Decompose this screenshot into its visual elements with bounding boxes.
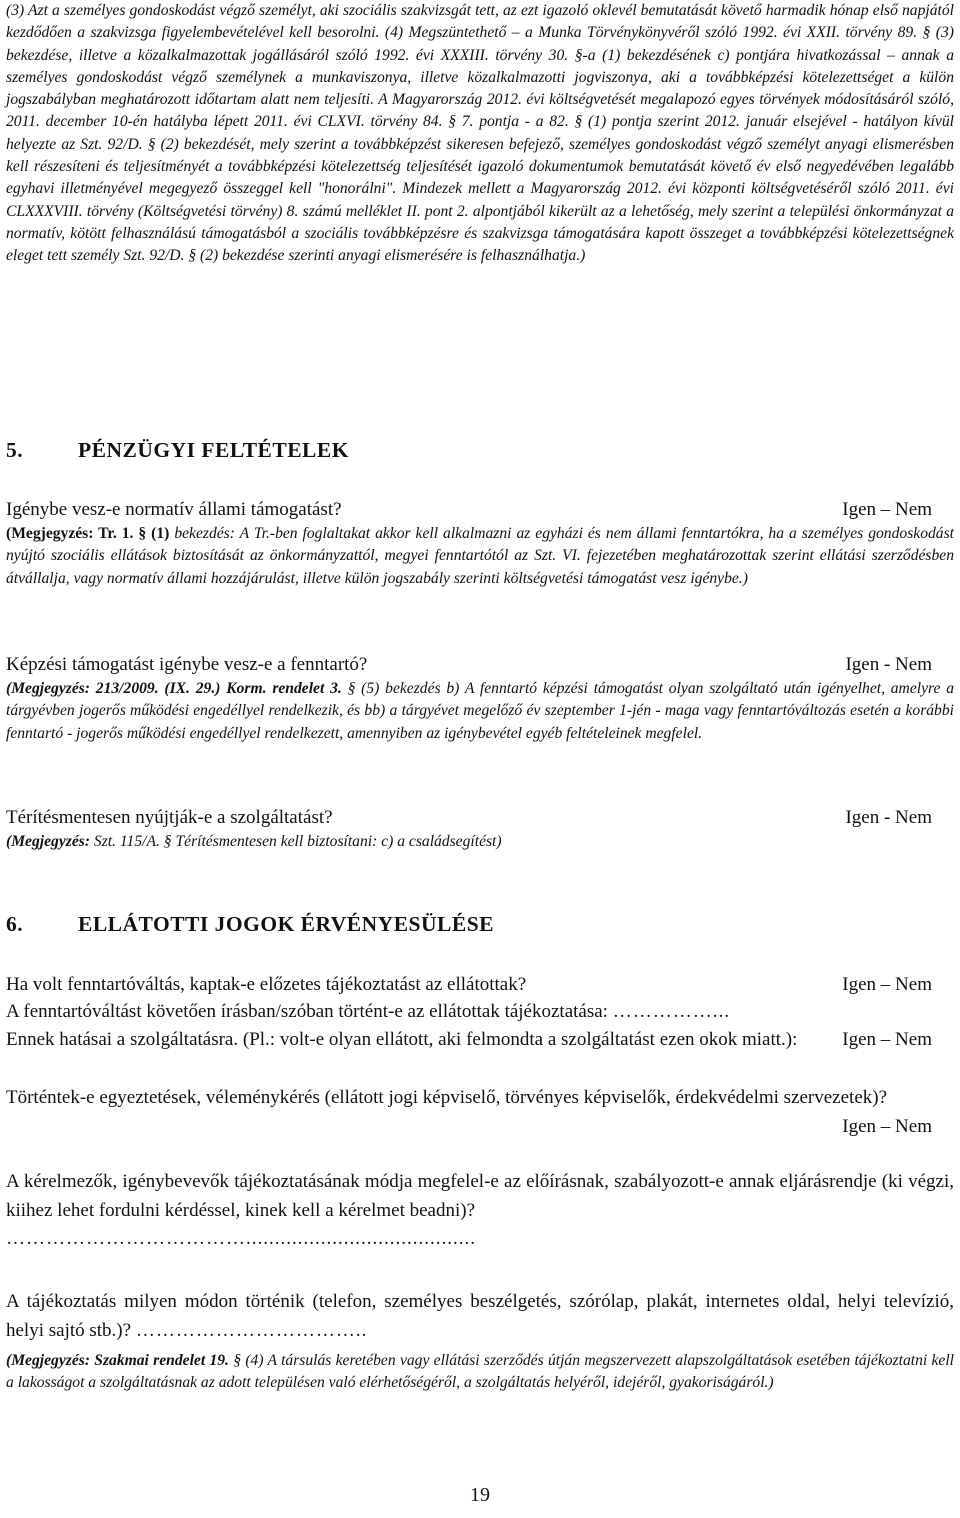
question-text: Térítésmentesen nyújtják-e a szolgáltatást? [6, 807, 333, 828]
yes-no-options: Igen – Nem [842, 1115, 932, 1137]
answer-blank: …………………………….. [135, 1319, 368, 1341]
section-5-title: PÉNZÜGYI FELTÉTELEK [78, 438, 349, 462]
note-label: (Megjegyzés: 213/2009. (IX. 29.) Korm. rendelet 3. [6, 680, 342, 697]
question-consultations [6, 1084, 954, 1141]
note-body: § (5) bekezdés b) A fenntartó képzési támogatást olyan szolgáltató után igényelhet, amelyre a tárgyévben jogerős működési engedéllyel rendelkezik, és bb) a tárgyévet megelőző év szeptember 1-jén - maga vagy fenntartóváltozás esetén a korábbi fenntartó - jogerős működési engedéllyel rendelkezett, amennyiben az igénybevétel egyéb feltételeinek megfelel. [6, 680, 954, 742]
question-text: Képzési támogatást igénybe vesz-e a fenntartó? [6, 654, 368, 675]
section-6-number: 6. [6, 912, 24, 936]
answer-blank: ……………... [612, 1001, 730, 1022]
question-text: Ennek hatásai a szolgáltatásra. (Pl.: volt-e olyan ellátott, aki felmondta a szolgáltatást ezen okok miatt.): [6, 1029, 798, 1050]
question-normative-support [6, 497, 932, 523]
question-provider-change-info [6, 972, 932, 998]
question-free-service [6, 805, 932, 831]
page-number: 19 [470, 1484, 490, 1506]
section-6-title: ELLÁTOTTI JOGOK ÉRVÉNYESÜLÉSE [78, 912, 494, 936]
note-label: (Megjegyzés: Tr. 1. § (1) [6, 525, 170, 542]
question-text: Ha volt fenntartóváltás, kaptak-e előzetes tájékoztatást az ellátottak? [6, 974, 527, 995]
note-normative-support [6, 523, 954, 590]
note-training-support [6, 678, 954, 745]
yes-no-options: Igen - Nem [845, 807, 932, 828]
question-effects [6, 1026, 954, 1055]
question-text: Igénybe vesz-e normatív állami támogatást? [6, 499, 342, 520]
yes-no-options: Igen – Nem [842, 1029, 932, 1050]
question-text: A kérelmezők, igénybevevők tájékoztatásának módja megfelel-e az előírásnak, szabályozott-e annak eljárásrendje (ki végzi, kiihez lehet fordulni kérdéssel, kinek kell a kérelmet beadni)? [6, 1171, 954, 1221]
question-info-method [6, 999, 954, 1025]
section-5-heading [6, 438, 349, 463]
note-body: § (4) A társulás keretében vagy ellátási szerződés útján megszervezett alapszolgáltatások esetében tájékoztatni kell a lakosságot a szolgáltatásnak az adott településen való elérhetőségéről, a szolgáltatás helyéről, idejéről, gyakoriságáról.) [6, 1352, 955, 1392]
note-free-service [6, 831, 954, 853]
section-5-number: 5. [6, 438, 24, 462]
question-info-channels [6, 1288, 954, 1345]
section-6-heading [6, 912, 494, 937]
question-text: A fenntartóváltást követően írásban/szóban történt-e az ellátottak tájékoztatása: [6, 1001, 608, 1022]
intro-note: (3) Azt a személyes gondoskodást végző személyt, aki szociális szakvizsgát tett, az ezt igazoló oklevél bemutatását követő harmadik hónap első napjától kezdődően a szakvizsga figyelembevételével kell besorolni. (4) Megszüntethető – a Munka Törvénykönyvéről szóló 1992. évi XXII. törvény 89. § (3) bekezdése, illetve a közalkalmazottak jogállásáról szóló 1992. évi XXXIII. törvény 30. §-a (1) bekezdésének c) pontjára hivatkozással – annak a személyes gondoskodást végző személynek a munkaviszonya, illetve közalkalmazotti jogviszonya, aki a továbbképzési kötelezettséget a külön jogszabályban meghatározott időtartam alatt nem teljesíti. A Magyarország 2012. évi költségvetését megalapozó egyes törvények módosításáról szóló, 2011. december 10-én hatályba lépett 2011. évi CLXVI. törvény 84. § 7. pontja - a 82. § (1) pontja szerint 2012. január elsejével - hatályon kívül helyezte az Szt. 92/D. § (2) bekezdését, mely szerint a továbbképzést sikeresen befejező, személyes gondoskodást végző személyt anyagi elismerésben kell részesíteni és teljesítményét a továbbképzési kötelezettség teljesítését igazoló dokumentumok bemutatását követő év első negyedévében legalább egyhavi illetményével megegyező összeggel kell "honorálni". Mindezek mellett a Magyarország 2012. évi központi költségvetéséről szóló 2011. évi CLXXXVIII. törvény (Költségvetési törvény) 8. számú melléklet II. pont 2. alpontjából kikerült az a lehetőség, mely szerint a települési önkormányzat a normatív, kötött felhasználású támogatásból a szociális továbbképzésre és szakvizsga támogatására kapott összeget a továbbképzési kötelezettségnek eleget tett személy Szt. 92/D. § (2) bekezdése szerinti anyagi elismerésére is felhasználhatja.) [6, 2, 954, 265]
question-training-support [6, 652, 932, 678]
question-applicant-info [6, 1168, 954, 1254]
note-label: (Megjegyzés: Szakmai rendelet 19. [6, 1352, 229, 1369]
yes-no-options: Igen – Nem [842, 499, 932, 520]
note-info-channels [6, 1350, 954, 1395]
note-label: (Megjegyzés: [6, 833, 90, 850]
yes-no-options: Igen - Nem [845, 654, 932, 675]
yes-no-options: Igen – Nem [842, 974, 932, 995]
answer-blank: ………………………………........................................ [6, 1228, 476, 1250]
question-text: Történtek-e egyeztetések, véleménykérés (ellátott jogi képviselő, törvényes képviselők, érdekvédelmi szervezetek)? [6, 1087, 888, 1108]
question-text: A tájékoztatás milyen módon történik (telefon, személyes beszélgetés, szórólap, plakát, internetes oldal, helyi televízió, helyi sajtó stb.)? [6, 1291, 954, 1341]
note-body: bekezdés: A Tr.-ben foglaltakat akkor kell alkalmazni az egyházi és nem állami fenntartókra, ha a személyes gondoskodást nyújtó szociális ellátások biztosítását az önkormányzattól, megyei fenntartótól az Szt. VI. fejezetében meghatározottak szerint ellátási szerződésben átvállalja, vagy normatív állami hozzájárulást, illetve külön jogszabály szerinti költségvetési támogatást vesz igénybe.) [6, 525, 954, 587]
note-body: Szt. 115/A. § Térítésmentesen kell biztosítani: c) a családsegítést) [90, 833, 502, 850]
